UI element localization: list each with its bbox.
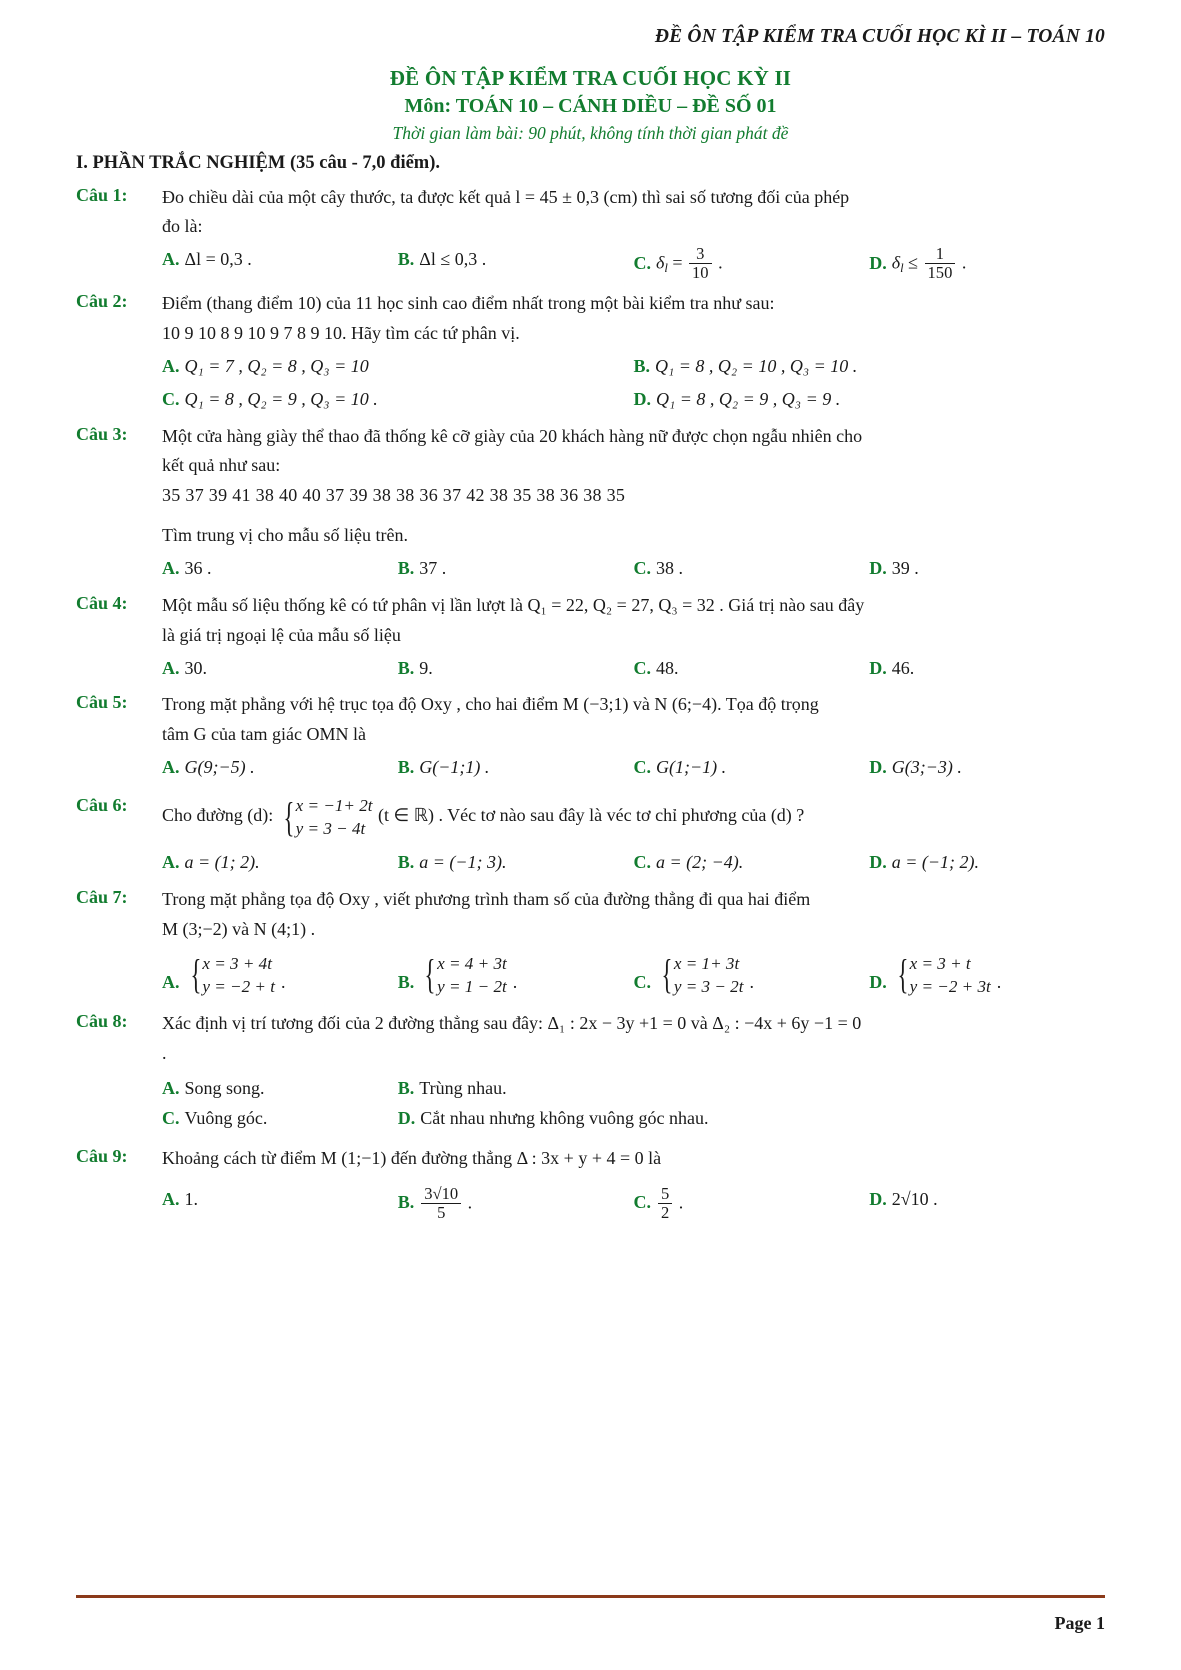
system-brace [657,952,743,998]
question-6-option-b[interactable] [398,848,634,877]
option-letter: B. [397,852,415,873]
exam-title: ĐỀ ÔN TẬP KIỂM TRA CUỐI HỌC KỲ II [389,66,792,90]
option-text: a = (−1; 3). [419,852,507,873]
option-period: . [512,972,518,993]
system-line-1: x = 4 + 3t [437,953,507,973]
brace-glyph: { [189,951,201,998]
question-3-label: Câu 3: [76,423,128,444]
question-2-options-row1 [162,352,1105,381]
system-brace [893,952,991,998]
option-period: . [996,972,1002,993]
system-lines [296,794,373,840]
frac-denominator: 10 [689,263,712,281]
question-9-options [162,1185,1105,1221]
question-6 [76,794,1105,879]
question-2-option-c[interactable] [162,385,634,414]
option-letter: A. [162,249,180,270]
option-text: G(1;−1) . [656,757,727,778]
question-4-body [162,592,1105,685]
option-letter: D. [397,1108,416,1129]
frac-numerator: 1 [935,244,945,264]
option-text: Q₁ = 7 , Q₂ = 8 , Q₃ = 10 [184,355,369,376]
question-5-body [162,691,1105,784]
question-3-body [162,423,1105,585]
question-6-text [162,794,1105,840]
question-9-option-b[interactable] [398,1185,634,1221]
question-9-body [162,1145,1105,1223]
system-lines [202,952,275,998]
question-1 [76,184,1105,284]
question-7 [76,886,1105,1000]
option-letter: D. [869,757,887,778]
option-period: . [280,972,286,993]
question-3-option-b[interactable] [398,554,634,583]
option-text: $\delta_l$ ≤ $\frac{1}{150}$ . [891,244,967,282]
question-9-option-c[interactable] [634,1185,870,1221]
option-text: 30. [184,657,207,678]
option-text: $\frac{5}{2}$ . [656,1185,683,1221]
exam-subject: Môn: TOÁN 10 – CÁNH DIỀU – ĐỀ SỐ 01 [404,95,777,118]
frac-numerator: 3√10 [424,1184,459,1204]
question-1-label: Câu 1: [76,184,128,205]
option-text: 37 . [419,558,447,579]
question-2-text-line2: 10 9 10 8 9 10 9 7 8 9 10. Hãy tìm các tứ phân vị. [162,323,520,344]
system-line-2: y = 3 − 4t [295,819,366,839]
option-text: 1. [184,1189,198,1210]
system-line-2: y = 3 − 2t [673,976,744,996]
system-line-1: x = 3 + 4t [202,953,272,973]
question-8-option-d[interactable] [398,1104,1105,1133]
brace-glyph: { [283,793,295,840]
option-letter: A. [162,1189,180,1210]
question-7-body [162,886,1105,1000]
question-4-option-a[interactable] [162,654,398,683]
question-9 [76,1145,1105,1223]
system-line-1: x = 3 + t [909,953,971,973]
question-6-suffix: (t ∈ ℝ) . Véc tơ nào sau đây là véc tơ chỉ phương của (d) ? [378,805,805,826]
option-text: Q₁ = 8 , Q₂ = 10 , Q₃ = 10 . [655,355,858,376]
system-lines [437,952,507,998]
question-3-text-line2: kết quả như sau: [162,455,281,476]
option-text: Δl ≤ 0,3 . [419,249,487,270]
frac-denominator: 2 [658,1203,672,1221]
question-9-text-line1: Khoảng cách từ điểm M (1;−1) đến đường thẳng Δ : 3x + y + 4 = 0 là [162,1148,662,1169]
option-letter: A. [162,972,180,993]
question-2-text-line1: Điểm (thang điểm 10) của 11 học sinh cao điểm nhất trong một bài kiểm tra như sau: [162,293,775,314]
option-letter: D. [869,558,887,579]
option-letter: D. [869,1189,887,1210]
question-4-text-line1: Một mẫu số liệu thống kê có tứ phân vị lần lượt là Q₁ = 22, Q₂ = 27, Q₃ = 32 . Giá trị nào sau đây [162,594,865,615]
question-3-data: 35 37 39 41 38 40 40 37 39 38 38 36 37 42 38 35 38 36 38 35 [162,485,626,506]
question-7-option-b[interactable] [398,952,634,998]
question-9-label: Câu 9: [76,1146,128,1167]
option-letter: A. [162,852,180,873]
option-text: 39 . [891,558,919,579]
option-text: 36 . [184,558,212,579]
option-text: G(9;−5) . [184,757,255,778]
question-7-option-a[interactable] [162,952,398,998]
question-5 [76,691,1105,784]
question-2-label: Câu 2: [76,291,128,312]
question-6-prefix: Cho đường (d): [162,805,274,826]
page-number: Page 1 [1054,1613,1105,1633]
option-text: 48. [656,657,679,678]
question-4-option-d[interactable] [869,654,1105,683]
option-text: Trùng nhau. [419,1077,507,1098]
question-1-option-a[interactable] [162,245,398,281]
question-6-label: Câu 6: [76,795,128,816]
question-6-option-a[interactable] [162,848,398,877]
question-5-option-d[interactable] [869,753,1105,782]
option-text: Q₁ = 8 , Q₂ = 9 , Q₃ = 9 . [656,388,841,409]
title-block [76,64,1105,147]
option-letter: C. [633,972,651,993]
question-1-text-line1: Đo chiều dài của một cây thước, ta được kết quả l = 45 ± 0,3 (cm) thì sai số tương đối của phép [162,186,850,207]
option-letter: D. [869,972,887,993]
section-heading: I. PHẦN TRẮC NGHIỆM (35 câu - 7,0 điểm). [76,152,440,173]
brace-glyph: { [424,951,436,998]
option-letter: A. [162,1077,180,1098]
question-4 [76,592,1105,685]
question-5-text-line1: Trong mặt phẳng với hệ trục tọa độ Oxy , cho hai điểm M (−3;1) và N (6;−4). Tọa độ trọng [162,694,819,715]
question-1-option-b[interactable] [398,245,634,281]
question-7-option-d[interactable] [869,952,1105,998]
option-letter: C. [633,657,651,678]
option-letter: B. [397,972,415,993]
question-3-text-line3: Tìm trung vị cho mẫu số liệu trên. [162,525,408,546]
question-7-option-c[interactable] [634,952,870,998]
option-letter: D. [869,852,887,873]
question-5-option-c[interactable] [634,753,870,782]
option-text: Cắt nhau nhưng không vuông góc nhau. [420,1108,709,1129]
option-text: Vuông góc. [184,1108,268,1129]
option-text: Δl = 0,3 . [184,249,252,270]
question-8-option-a[interactable] [162,1074,398,1103]
question-3-options [162,554,1105,583]
question-3-option-c[interactable] [634,554,870,583]
option-text: a = (−1; 2). [891,852,980,873]
question-8-option-b[interactable] [398,1074,1105,1103]
question-4-option-b[interactable] [398,654,634,683]
option-text: 9. [419,657,433,678]
question-3 [76,423,1105,585]
system-lines [674,952,744,998]
question-2-option-d[interactable] [634,385,1106,414]
question-2-body [162,290,1105,415]
system-brace [279,794,373,840]
running-head: ĐỀ ÔN TẬP KIỂM TRA CUỐI HỌC KÌ II – TOÁN 10 [654,26,1105,47]
question-9-option-d[interactable] [869,1185,1105,1221]
system-brace [420,952,506,998]
brace-glyph: { [661,951,673,998]
question-7-text-line2: M (3;−2) và N (4;1) . [162,918,316,939]
question-2-option-a[interactable] [162,352,634,381]
question-3-option-d[interactable] [869,554,1105,583]
option-letter: B. [633,355,651,376]
question-6-body [162,794,1105,879]
option-text: a = (1; 2). [184,852,260,873]
option-text: G(−1;1) . [419,757,490,778]
question-6-options [162,848,1105,877]
question-4-option-c[interactable] [634,654,870,683]
question-5-label: Câu 5: [76,692,128,713]
option-letter: D. [869,657,887,678]
question-8-label: Câu 8: [76,1010,128,1031]
option-letter: C. [633,252,651,273]
option-letter: C. [633,852,651,873]
option-letter: A. [162,558,180,579]
question-7-label: Câu 7: [76,886,128,907]
option-text: 2√10 . [891,1189,938,1210]
question-5-options [162,753,1105,782]
option-text: $\frac{3√10}{5}$ . [419,1185,472,1221]
option-letter: C. [633,1192,651,1213]
frac-numerator: 3 [696,244,705,264]
option-letter: A. [162,757,180,778]
option-text: 46. [891,657,915,678]
question-8-options-row1 [162,1074,1105,1103]
question-6-option-d[interactable] [869,848,1105,877]
question-2-options-row2 [162,385,1105,414]
question-1-option-d[interactable] [869,245,1105,281]
question-7-text-line1: Trong mặt phẳng tọa độ Oxy , viết phương trình tham số của đường thẳng đi qua hai điểm [162,888,811,909]
exam-time-note: Thời gian làm bài: 90 phút, không tính thời gian phát đề [392,123,789,144]
question-9-option-a[interactable] [162,1185,398,1221]
question-7-options [162,952,1105,998]
brace-glyph: { [897,951,909,998]
option-letter: B. [397,1192,415,1213]
question-8-options-row2 [162,1104,1105,1133]
option-letter: C. [633,757,651,778]
system-line-2: y = 1 − 2t [437,976,507,996]
system-line-1: x = −1+ 2t [295,796,373,816]
option-period: . [749,972,754,993]
option-letter: A. [162,355,180,376]
question-4-text-line2: là giá trị ngoại lệ của mẫu số liệu [162,624,401,645]
question-5-option-b[interactable] [398,753,634,782]
system-lines [910,952,991,998]
system-line-1: x = 1+ 3t [673,953,740,973]
question-6-option-c[interactable] [634,848,870,877]
question-8-option-c[interactable] [162,1104,398,1133]
question-8-body [162,1010,1105,1135]
option-letter: D. [869,252,887,273]
question-4-label: Câu 4: [76,592,128,613]
option-text: 38 . [656,558,683,579]
question-2 [76,290,1105,415]
system-brace [186,952,275,998]
option-letter: C. [162,1108,180,1129]
question-8 [76,1010,1105,1135]
question-3-text-line1: Một cửa hàng giày thể thao đã thống kê cỡ giày của 20 khách hàng nữ được chọn ngẫu nhiên cho [162,425,863,446]
question-1-option-c[interactable] [634,245,870,281]
question-1-options [162,245,1105,281]
option-text: $\delta_l$ = $\frac{3}{10}$ . [656,244,723,282]
question-8-text-line2: . [162,1042,167,1063]
question-5-text-line2: tâm G của tam giác OMN là [162,724,366,745]
frac-numerator: 5 [661,1184,670,1204]
option-text: G(3;−3) . [891,757,962,778]
option-letter: C. [633,558,651,579]
frac-denominator: 150 [925,263,956,281]
footer-divider [76,1595,1105,1598]
system-line-2: y = −2 + 3t [909,976,991,996]
option-letter: C. [162,388,180,409]
question-2-option-b[interactable] [634,352,1106,381]
option-letter: B. [397,249,415,270]
option-text: Q₁ = 8 , Q₂ = 9 , Q₃ = 10 . [184,388,378,409]
option-letter: A. [162,657,180,678]
option-letter: B. [397,657,415,678]
question-8-text-line1: Xác định vị trí tương đối của 2 đường thẳng sau đây: Δ₁ : 2x − 3y +1 = 0 và Δ₂ : −4x + 6y −1 = 0 [162,1012,862,1033]
question-5-option-a[interactable] [162,753,398,782]
question-3-option-a[interactable] [162,554,398,583]
option-letter: B. [397,757,415,778]
option-letter: B. [397,558,415,579]
question-1-body [162,184,1105,284]
question-1-text-line2: đo là: [162,216,203,237]
system-line-2: y = −2 + t [202,976,275,996]
frac-denominator: 5 [421,1203,461,1221]
option-letter: D. [633,388,651,409]
question-4-options [162,654,1105,683]
option-text: a = (2; −4). [656,852,744,873]
option-text: Song song. [184,1077,265,1098]
option-letter: B. [397,1077,415,1098]
